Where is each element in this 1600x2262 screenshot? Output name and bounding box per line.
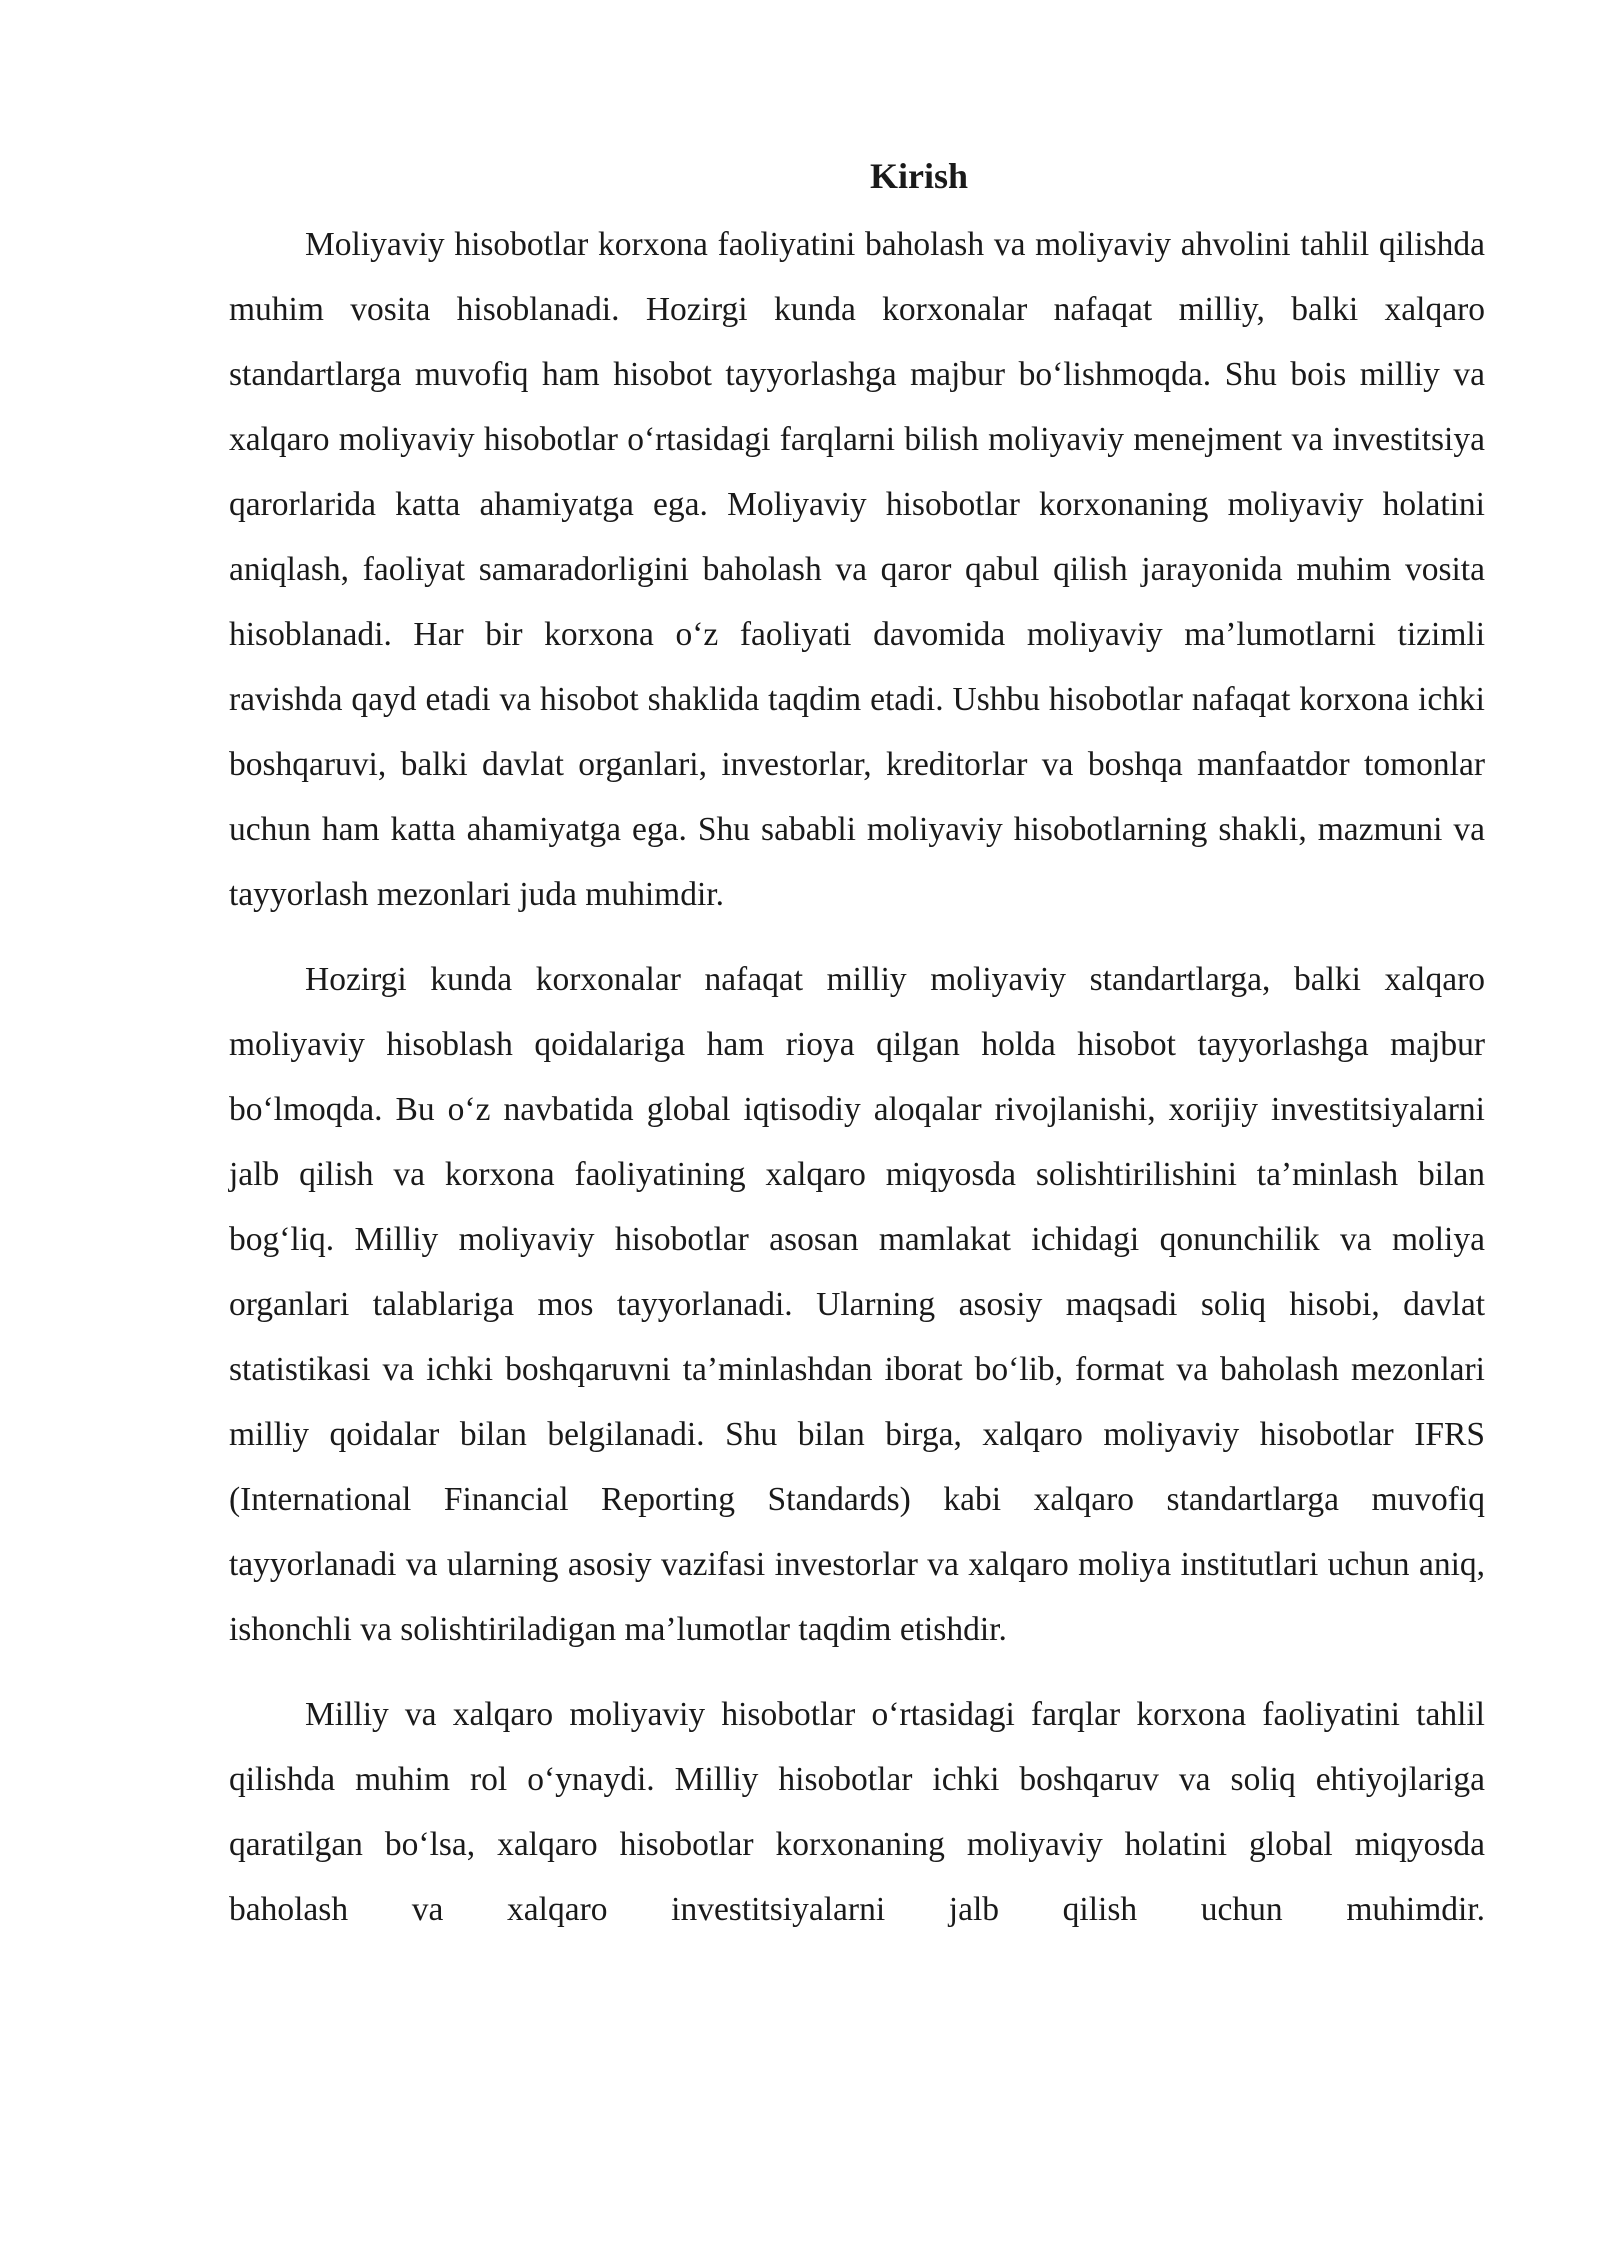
document-body <box>229 148 1485 1962</box>
paragraph-2: Hozirgi kunda korxonalar nafaqat milliy moliyaviy standartlarga, balki xalqaro moliyaviy hisoblash qoidalariga ham rioya qilgan holda hisobot tayyorlashga majbur bo‘lmoqda. Bu o‘z navbatida global iqtisodiy aloqalar rivojlanishi, xorijiy investitsiyalarni jalb qilish va korxona faoliyatining xalqaro miqyosda solishtirilishini ta’minlash bilan bog‘liq. Milliy moliyaviy hisobotlar asosan mamlakat ichidagi qonunchilik va moliya organlari talablariga mos tayyorlanadi. Ularning asosiy maqsadi soliq hisobi, davlat statistikasi va ichki boshqaruvni ta’minlashdan iborat bo‘lib, format va baholash mezonlari milliy qoidalar bilan belgilanadi. Shu bilan birga, xalqaro moliyaviy hisobotlar IFRS (International Financial Reporting Standards) kabi xalqaro standartlarga muvofiq tayyorlanadi va ularning asosiy vazifasi investorlar va xalqaro moliya institutlari uchun aniq, ishonchli va solishtiriladigan ma’lumotlar taqdim etishdir. <box>229 961 1485 1648</box>
page-title: Kirish <box>869 156 968 196</box>
paragraph-1: Moliyaviy hisobotlar korxona faoliyatini baholash va moliyaviy ahvolini tahlil qilishda muhim vosita hisoblanadi. Hozirgi kunda korxonalar nafaqat milliy, balki xalqaro standartlarga muvofiq ham hisobot tayyorlashga majbur bo‘lishmoqda. Shu bois milliy va xalqaro moliyaviy hisobotlar o‘rtasidagi farqlarni bilish moliyaviy menejment va investitsiya qarorlarida katta ahamiyatga ega. Moliyaviy hisobotlar korxonaning moliyaviy holatini aniqlash, faoliyat samaradorligini baholash va qaror qabul qilish jarayonida muhim vosita hisoblanadi. Har bir korxona o‘z faoliyati davomida moliyaviy ma’lumotlarni tizimli ravishda qayd etadi va hisobot shaklida taqdim etadi. Ushbu hisobotlar nafaqat korxona ichki boshqaruvi, balki davlat organlari, investorlar, kreditorlar va boshqa manfaatdor tomonlar uchun ham katta ahamiyatga ega. Shu sababli moliyaviy hisobotlarning shakli, mazmuni va tayyorlash mezonlari juda muhimdir. <box>229 226 1485 913</box>
paragraph-3: Milliy va xalqaro moliyaviy hisobotlar o‘rtasidagi farqlar korxona faoliyatini tahlil qilishda muhim rol o‘ynaydi. Milliy hisobotlar ichki boshqaruv va soliq ehtiyojlariga qaratilgan bo‘lsa, xalqaro hisobotlar korxonaning moliyaviy holatini global miqyosda baholash va xalqaro investitsiyalarni jalb qilish uchun muhimdir. <box>229 1696 1485 1928</box>
